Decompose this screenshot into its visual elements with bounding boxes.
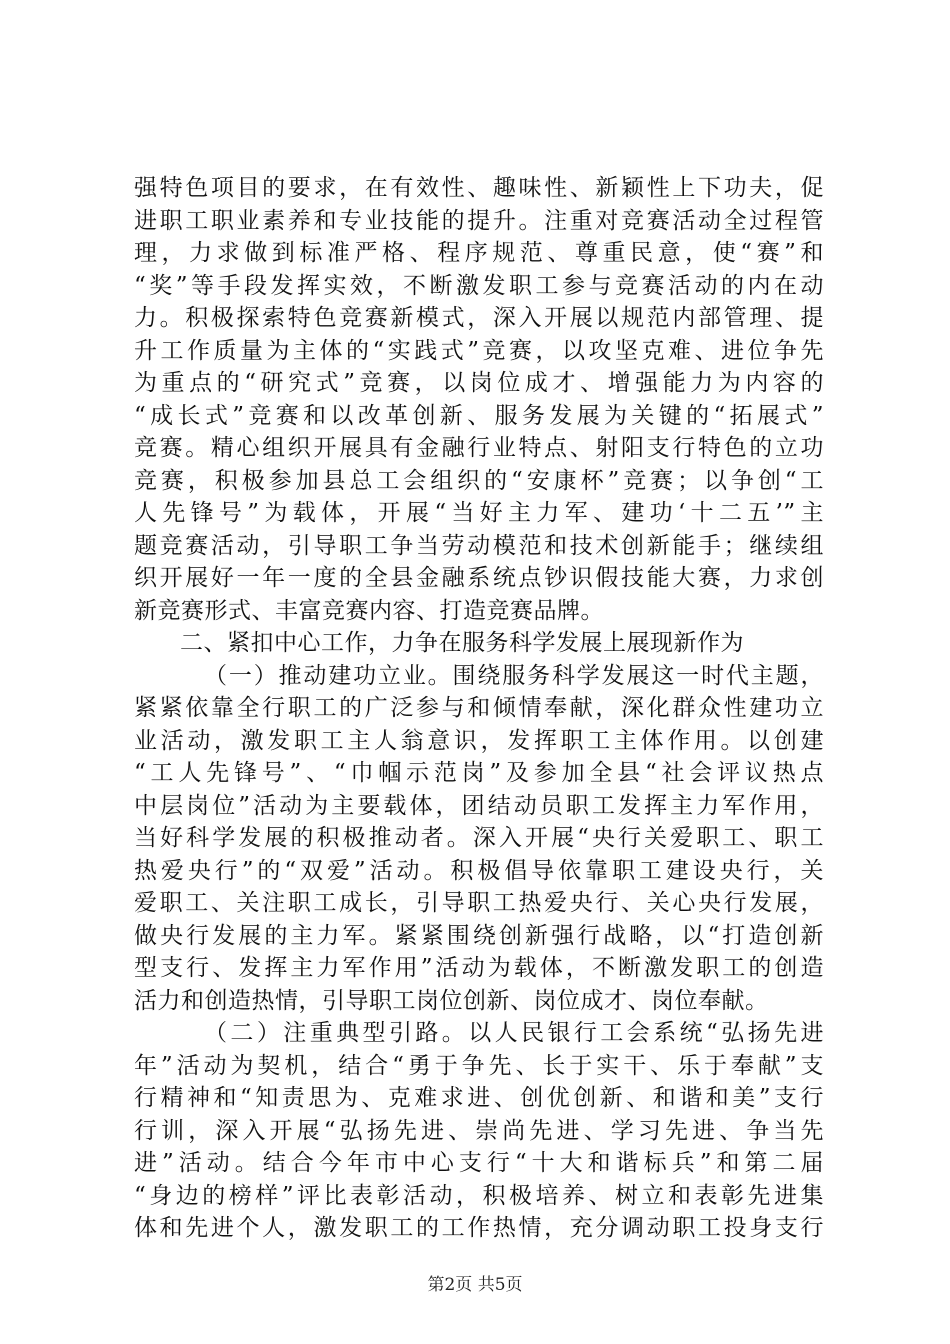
- text-line: 体和先进个人，激发职工的工作热情，充分调动职工投身支行: [134, 1215, 824, 1241]
- text-line: 型支行、发挥主力军作用”活动为载体，不断激发职工的创造: [134, 955, 824, 981]
- text-line: 行精神和“知责思为、克难求进、创优创新、和谐和美”支行: [134, 1085, 824, 1111]
- text-line: 力。积极探索特色竞赛新模式，深入开展以规范内部管理、提: [134, 305, 824, 331]
- text-line: 做央行发展的主力军。紧紧围绕创新强行战略，以“打造创新: [134, 922, 824, 949]
- text-line: 紧紧依靠全行职工的广泛参与和倾情奉献，深化群众性建功立: [134, 695, 824, 721]
- text-line: 活力和创造热情，引导职工岗位创新、岗位成才、岗位奉献。: [134, 987, 769, 1014]
- text-line: 理，力求做到标准严格、程序规范、尊重民意，使“赛”和: [134, 240, 824, 266]
- text-line: 题竞赛活动，引导职工争当劳动模范和技术创新能手；继续组: [134, 532, 824, 559]
- text-line: 进”活动。结合今年市中心支行“十大和谐标兵”和第二届: [134, 1150, 824, 1176]
- text-line: 爱职工、关注职工成长，引导职工热爱央行、关心央行发展，: [134, 890, 824, 916]
- text-line: “身边的榜样”评比表彰活动，积极培养、树立和表彰先进集: [134, 1182, 824, 1209]
- text-line: 进职工职业素养和专业技能的提升。注重对竞赛活动全过程管: [134, 207, 824, 234]
- page-number-footer: 第2页 共5页: [427, 1275, 523, 1295]
- text-line: 竞赛，积极参加县总工会组织的“安康杯”竞赛；以争创“工: [134, 467, 824, 494]
- text-line: 热爱央行”的“双爱”活动。积极倡导依靠职工建设央行，关: [134, 857, 824, 884]
- text-line: 中层岗位”活动为主要载体，团结动员职工发挥主力军作用，: [134, 792, 824, 819]
- text-line: 人先锋号”为载体，开展“当好主力军、建功‘十二五’”主: [134, 500, 824, 526]
- subsection-heading: （二）注重典型引路。以人民银行工会系统“弘扬先进: [204, 1020, 824, 1046]
- text-line: “奖”等手段发挥实效，不断激发职工参与竞赛活动的内在动: [134, 272, 824, 299]
- section-heading: 二、紧扣中心工作，力争在服务科学发展上展现新作为: [180, 630, 744, 656]
- text-line: 织开展好一年一度的全县金融系统点钞识假技能大赛，力求创: [134, 565, 824, 591]
- text-line: “工人先锋号”、“巾帼示范岗”及参加全县“社会评议热点: [134, 760, 824, 786]
- text-line: 升工作质量为主体的“实践式”竞赛，以攻坚克难、进位争先: [134, 337, 824, 364]
- text-line: 新竞赛形式、丰富竞赛内容、打造竞赛品牌。: [134, 597, 604, 624]
- text-line: 竞赛。精心组织开展具有金融行业特点、射阳支行特色的立功: [134, 435, 824, 461]
- text-line: 当好科学发展的积极推动者。深入开展“央行关爱职工、职工: [134, 825, 824, 851]
- text-line: 为重点的“研究式”竞赛，以岗位成才、增强能力为内容的: [134, 370, 824, 396]
- text-line: 业活动，激发职工主人翁意识，发挥职工主体作用。以创建: [134, 727, 824, 754]
- subsection-heading: （一）推动建功立业。围绕服务科学发展这一时代主题，: [204, 662, 824, 689]
- text-line: 强特色项目的要求，在有效性、趣味性、新颖性上下功夫，促: [134, 175, 824, 201]
- document-body: [134, 172, 824, 1245]
- text-line: 年”活动为契机，结合“勇于争先、长于实干、乐于奉献”支: [134, 1052, 824, 1079]
- text-line: “成长式”竞赛和以改革创新、服务发展为关键的“拓展式”: [134, 402, 824, 429]
- text-line: 行训，深入开展“弘扬先进、崇尚先进、学习先进、争当先: [134, 1117, 824, 1144]
